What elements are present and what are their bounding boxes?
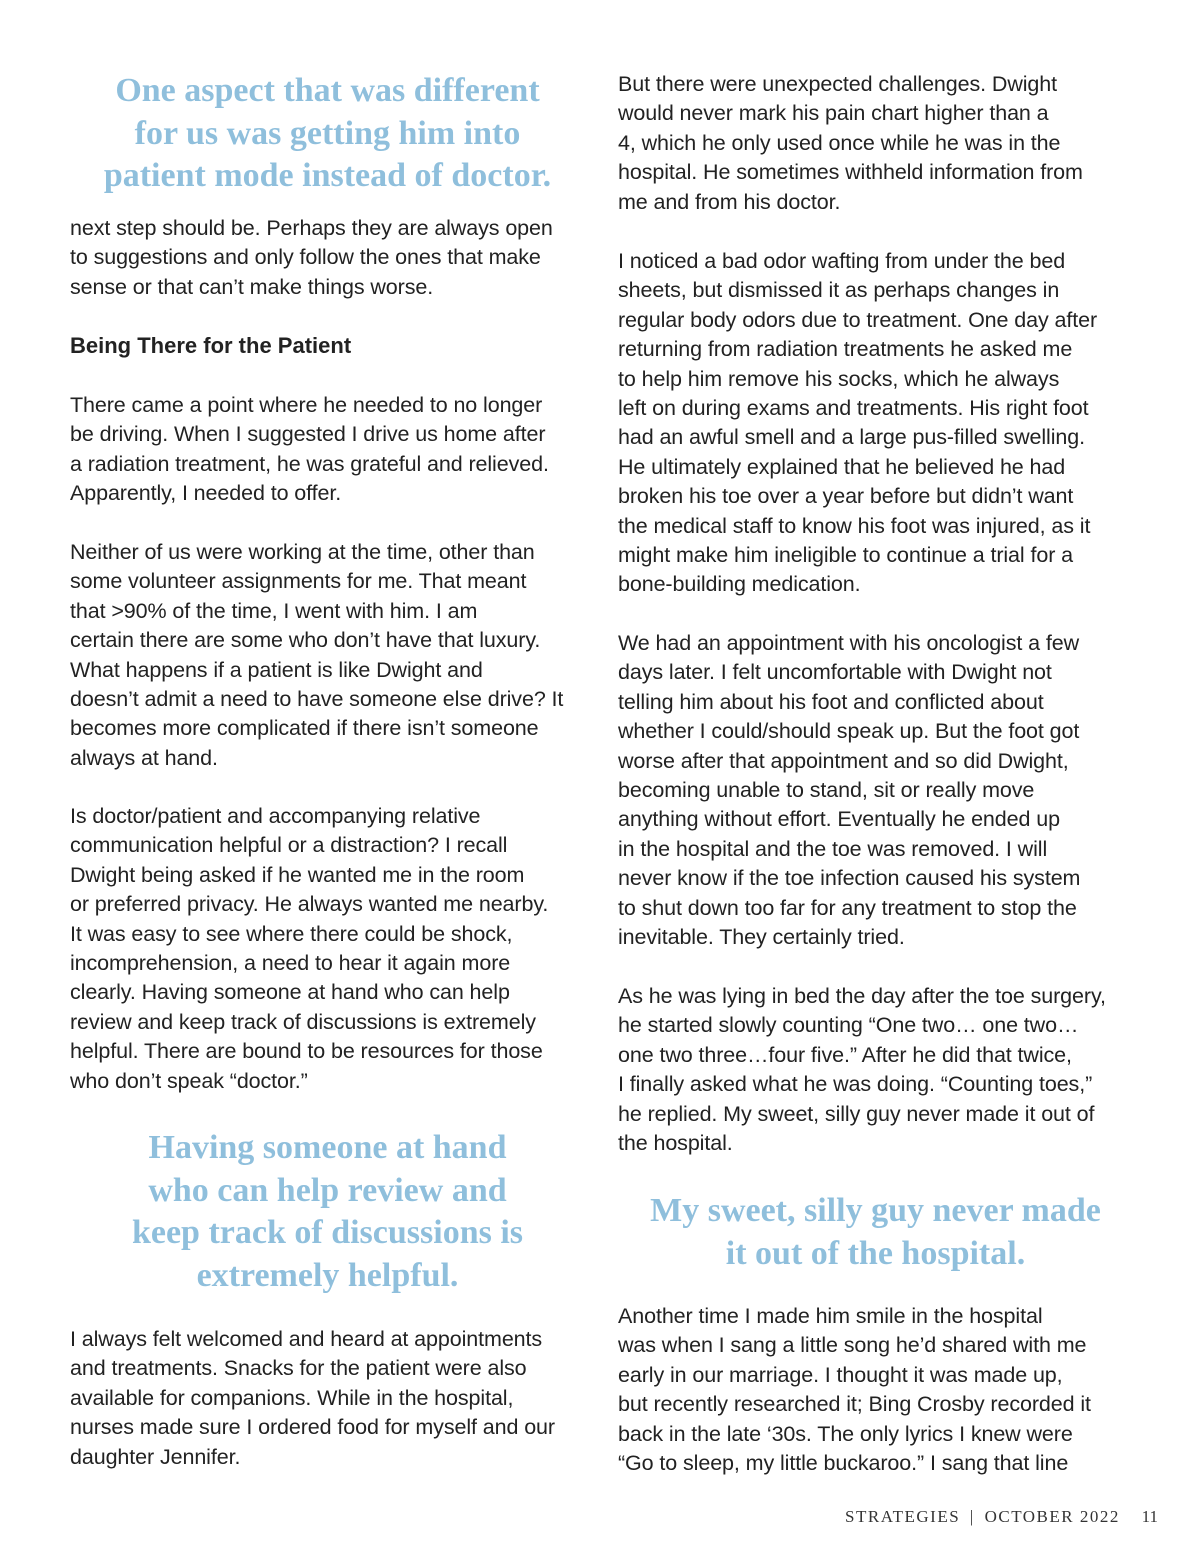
issue-date: OCTOBER 2022	[984, 1507, 1120, 1526]
paragraph: There came a point where he needed to no longer be driving. When I suggested I drive us home after a radiation treatment, he was grateful and relieved. Apparently, I needed to offer.	[70, 393, 549, 506]
paragraph: I always felt welcomed and heard at appointments and treatments. Snacks for the patient were also available for companions. While in the hospital, nurses made sure I ordered food for myself and our daughter Jennifer.	[70, 1327, 555, 1469]
paragraph: next step should be. Perhaps they are always open to suggestions and only follow the ones that make sense or that can’t make things worse.	[70, 216, 553, 299]
page-number: 11	[1141, 1507, 1158, 1526]
paragraph: But there were unexpected challenges. Dwight would never mark his pain chart higher than a 4, which he only used once while he was in the hospital. He sometimes withheld information from me and from his doctor.	[618, 72, 1083, 214]
pullquote-top: One aspect that was different for us was getting him into patient mode instead of doctor.	[103, 72, 552, 194]
pullquote-right: My sweet, silly guy never made it out of the hospital.	[650, 1192, 1101, 1272]
footer-separator: |	[969, 1507, 975, 1526]
publication-name: STRATEGIES	[845, 1507, 961, 1526]
page-footer	[845, 1507, 1158, 1527]
paragraph: Is doctor/patient and accompanying relative communication helpful or a distraction? I recall Dwight being asked if he wanted me in the room or preferred privacy. He always wanted me nearby. It was easy to see where there could be shock, incomprehension, a need to hear it again more clearly. Having someone at hand who can help review and keep track of discussions is extremely helpful. There are bound to be resources for those who don’t speak “doctor.”	[70, 804, 549, 1093]
paragraph: Another time I made him smile in the hospital was when I sang a little song he’d shared with me early in our marriage. I thought it was made up, but recently researched it; Bing Crosby recorded it back in the late ‘30s. The only lyrics I knew were “Go to sleep, my little buckaroo.” I sang that line	[618, 1304, 1091, 1476]
paragraph: Neither of us were working at the time, other than some volunteer assignments for me. That meant that >90% of the time, I went with him. I am certain there are some who don’t have that luxury. What happens if a patient is like Dwight and doesn’t admit a need to have someone else drive? It becomes more complicated if there isn’t someone always at hand.	[70, 540, 564, 770]
paragraph: We had an appointment with his oncologist a few days later. I felt uncomfortable with Dwight not telling him about his foot and conflicted about whether I could/should speak up. But the foot got worse after that appointment and so did Dwight, becoming unable to stand, sit or really move anything without effort. Eventually he ended up in the hospital and the toe was removed. I will never know if the toe infection caused his system to shut down too far for any treatment to stop the inevitable. They certainly tried.	[618, 631, 1081, 950]
paragraph: I noticed a bad odor wafting from under the bed sheets, but dismissed it as perhaps changes in regular body odors due to treatment. One day after returning from radiation treatments he asked me to help him remove his socks, which he always left on during exams and treatments. His right foot had an awful smell and a large pus-filled swelling. He ultimately explained that he believed he had broken his toe over a year before but didn’t want the medical staff to know his foot was injured, as it might make him ineligible to continue a trial for a bone-building medication.	[618, 249, 1098, 597]
section-subhead: Being There for the Patient	[70, 333, 352, 358]
paragraph: As he was lying in bed the day after the toe surgery, he started slowly counting “One two… one two… one two three…four five.” After he did that twice, I finally asked what he was doing. “Counting toes,” he replied. My sweet, silly guy never made it out of the hospital.	[618, 984, 1106, 1156]
pullquote-middle: Having someone at hand who can help review and keep track of discussions is extremely helpful.	[131, 1129, 524, 1294]
